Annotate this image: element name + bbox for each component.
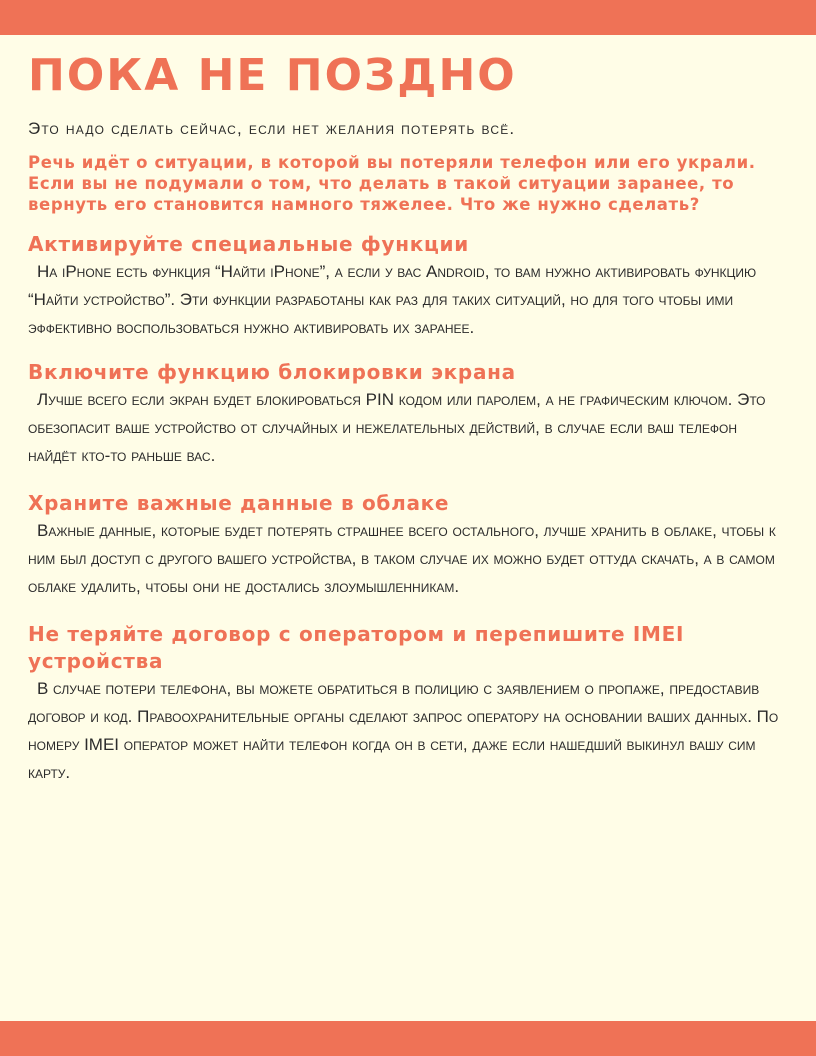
document-content (28, 48, 790, 787)
page-title: ПОКА НЕ ПОЗДНО (28, 50, 517, 101)
section-body: На iPhone есть функция “Найти iPhone”, а если у вас Android, то вам нужно активировать функцию “Найти устройство”. Эти функции разработаны как раз для таких ситуаций, но для того чтобы ими эффективно воспользоваться нужно активировать их заранее. (28, 262, 757, 337)
section-heading: Не теряйте договор с оператором и перепишите IMEI устройства (28, 622, 685, 673)
lead-paragraph: Речь идёт о ситуации, в которой вы потеряли телефон или его украли. Если вы не подумали о том, что делать в такой ситуации заранее, то вернуть его становится намного тяжелее. Что же нужно сделать? (28, 153, 756, 214)
section-heading: Храните важные данные в облаке (28, 491, 450, 515)
top-accent-bar (0, 0, 816, 35)
section-body: Важные данные, которые будет потерять страшнее всего остального, лучше хранить в облаке, чтобы к ним был доступ с другого вашего устройства, в таком случае их можно будет оттуда скачать, а в самом облаке удалить, чтобы они не достались злоумышленникам. (28, 521, 776, 596)
section-heading: Активируйте специальные функции (28, 232, 469, 256)
bottom-accent-bar (0, 1021, 816, 1056)
section-body: В случае потери телефона, вы можете обратиться в полицию с заявлением о пропаже, предоставив договор и код. Правоохранительные органы сделают запрос оператору на основании ваших данных. По номеру IMEI оператор может найти телефон когда он в сети, даже если нашедший выкинул вашу сим карту. (28, 679, 779, 782)
page-subtitle: Это надо сделать сейчас, если нет желания потерять всё. (28, 119, 516, 138)
section-heading: Включите функцию блокировки экрана (28, 360, 516, 384)
section-body: Лучше всего если экран будет блокироваться PIN кодом или паролем, а не графическим ключом. Это обезопасит ваше устройство от случайных и нежелательных действий, в случае если ваш телефон найдёт кто-то раньше вас. (28, 390, 766, 465)
